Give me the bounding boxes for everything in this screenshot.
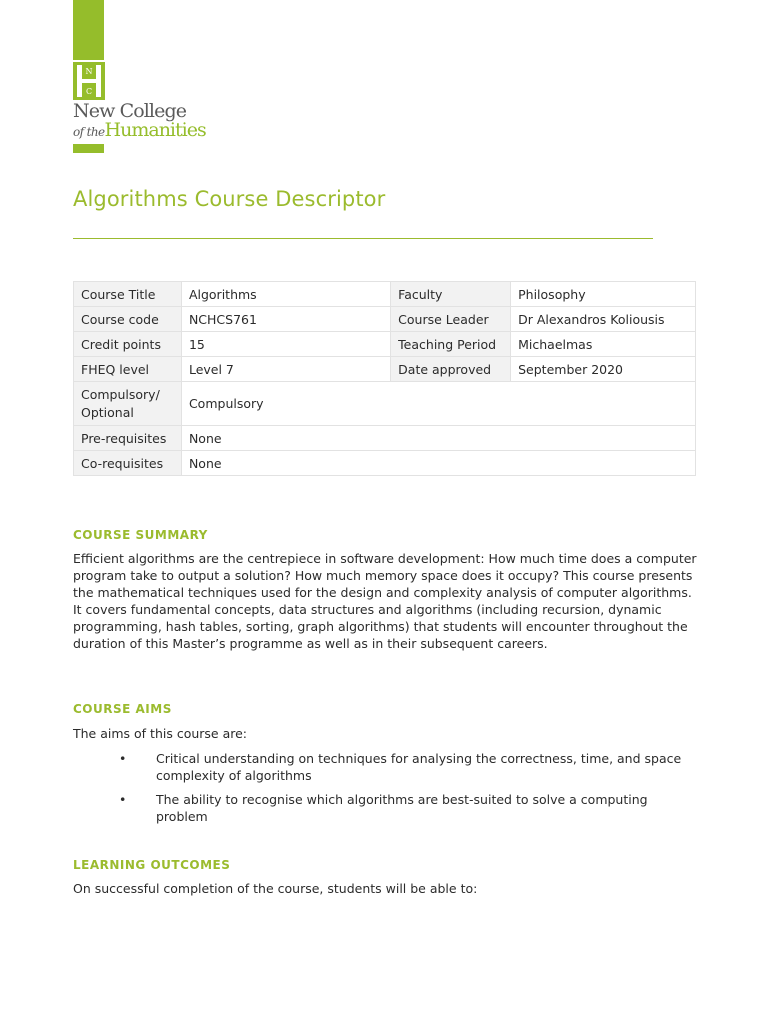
table-value: Michaelmas [511, 332, 696, 357]
learning-outcomes-heading: LEARNING OUTCOMES [73, 858, 231, 872]
table-label: Course Title [74, 282, 182, 307]
college-logo [73, 0, 223, 160]
course-summary-heading: COURSE SUMMARY [73, 528, 208, 542]
table-label: Credit points [74, 332, 182, 357]
logo-name-line2 [73, 119, 206, 143]
table-value: September 2020 [511, 357, 696, 382]
table-label: Teaching Period [391, 332, 511, 357]
table-value: Compulsory [181, 382, 695, 426]
learning-outcomes-intro: On successful completion of the course, students will be able to: [73, 881, 478, 896]
logo-monogram-icon [73, 62, 105, 100]
table-row-compulsory [74, 382, 696, 426]
table-value: Philosophy [511, 282, 696, 307]
svg-text:C: C [85, 87, 93, 96]
table-value: Dr Alexandros Koliousis [511, 307, 696, 332]
table-label: Compulsory/ Optional [74, 382, 182, 426]
table-label: Co-requisites [74, 451, 182, 476]
table-label: Course code [74, 307, 182, 332]
course-aims-heading: COURSE AIMS [73, 702, 172, 716]
course-aims-intro: The aims of this course are: [73, 726, 248, 741]
course-summary-text: Efficient algorithms are the centrepiece in software development: How much time does a computer program take to output a solution? How much memory space does it occupy? This course presents the mathematical techniques used for the design and complexity analysis of computer algorithms. It covers fundamental concepts, data structures and algorithms (including recursion, dynamic programming, hash tables, sorting, graph algorithms) that students will encounter throughout the duration of this Master’s programme as well as in their subsequent careers. [73, 551, 697, 651]
svg-text:N: N [85, 67, 93, 76]
table-value: None [181, 451, 695, 476]
list-item-text: Critical understanding on techniques for analysing the correctness, time, and space complexity of algorithms [156, 751, 682, 783]
list-item-text: The ability to recognise which algorithms are best-suited to solve a computing problem [156, 792, 648, 824]
course-info-table [73, 281, 696, 476]
bullet-icon: • [119, 792, 127, 807]
table-label: Pre-requisites [74, 426, 182, 451]
course-aims-list [73, 750, 703, 832]
table-value: 15 [181, 332, 390, 357]
list-item [73, 750, 703, 784]
table-value: Level 7 [181, 357, 390, 382]
table-row [74, 282, 696, 307]
table-label: Date approved [391, 357, 511, 382]
table-label: FHEQ level [74, 357, 182, 382]
bullet-icon: • [119, 751, 127, 766]
logo-bar-bottom [73, 144, 104, 153]
table-row [74, 307, 696, 332]
table-row-corequisites [74, 451, 696, 476]
table-value: None [181, 426, 695, 451]
title-divider [73, 238, 653, 239]
table-label: Course Leader [391, 307, 511, 332]
logo-bar-top [73, 0, 104, 60]
list-item [73, 791, 703, 825]
table-row [74, 357, 696, 382]
table-value: Algorithms [181, 282, 390, 307]
logo-name-humanities: Humanities [104, 119, 206, 141]
table-label: Faculty [391, 282, 511, 307]
table-value: NCHCS761 [181, 307, 390, 332]
page-title: Algorithms Course Descriptor [73, 187, 386, 211]
table-row-prerequisites [74, 426, 696, 451]
table-row [74, 332, 696, 357]
logo-name-of-the: of the [73, 125, 105, 139]
logo-name-line1: New College [73, 100, 187, 122]
